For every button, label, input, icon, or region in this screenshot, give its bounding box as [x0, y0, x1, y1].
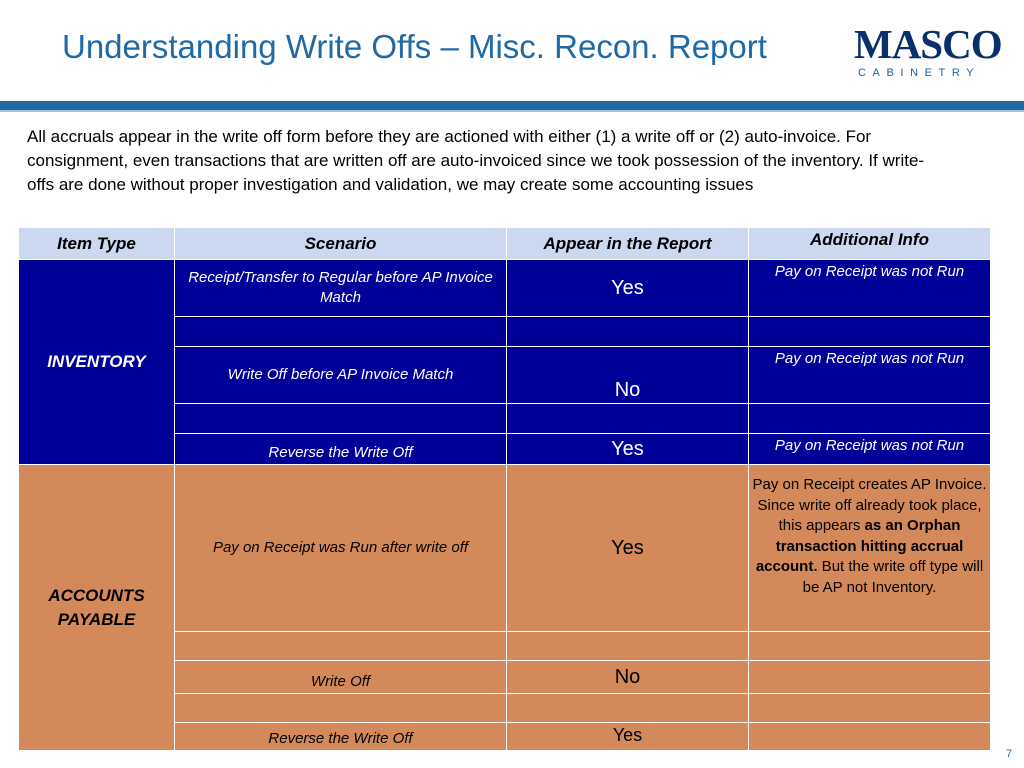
info-text: But the write off type will be AP not Inventory. — [802, 558, 984, 596]
scenario-cell: Reverse the Write Off — [175, 723, 507, 751]
info-cell: Pay on Receipt was not Run — [749, 347, 991, 404]
info-cell — [749, 661, 991, 694]
empty-cell — [507, 404, 749, 434]
empty-cell — [175, 404, 507, 434]
empty-cell — [175, 317, 507, 347]
info-text: Pay on Receipt creates AP Invoice. Since write off already took place, this appears — [752, 476, 987, 534]
empty-cell — [749, 317, 991, 347]
appear-cell: No — [507, 347, 749, 404]
empty-cell — [175, 694, 507, 723]
header-rule — [0, 101, 1024, 112]
scenario-cell: Receipt/Transfer to Regular before AP Invoice Match — [175, 260, 507, 317]
item-type-accounts-payable: ACCOUNTS PAYABLE — [19, 465, 175, 751]
intro-paragraph: All accruals appear in the write off form before they are actioned with either (1) a write off or (2) auto-invoice. For consignment, even transactions that are written off are auto-invoiced since we took possession of the inventory. If write-offs are done without proper investigation and validation, we may create some accounting issues — [27, 127, 925, 194]
appear-cell: Yes — [507, 434, 749, 465]
scenario-cell: Pay on Receipt was Run after write off — [175, 465, 507, 632]
scenario-cell: Write Off — [175, 661, 507, 694]
write-off-table — [18, 227, 991, 751]
header-appear: Appear in the Report — [507, 228, 749, 260]
header-scenario: Scenario — [175, 228, 507, 260]
scenario-cell: Reverse the Write Off — [175, 434, 507, 465]
empty-cell — [749, 694, 991, 723]
appear-cell: Yes — [507, 260, 749, 317]
header-additional-info: Additional Info — [749, 228, 991, 260]
appear-cell: Yes — [507, 465, 749, 632]
info-cell: Pay on Receipt was not Run — [749, 260, 991, 317]
logo-sub-text: CABINETRY — [858, 67, 981, 79]
table-row — [19, 465, 991, 632]
info-cell — [749, 723, 991, 751]
appear-cell: Yes — [507, 723, 749, 751]
page-number: 7 — [1006, 748, 1013, 760]
item-type-inventory: INVENTORY — [19, 260, 175, 465]
info-cell: Pay on Receipt was not Run — [749, 434, 991, 465]
logo-main-text: MASCO — [854, 21, 1002, 67]
empty-cell — [507, 694, 749, 723]
empty-cell — [749, 632, 991, 661]
empty-cell — [175, 632, 507, 661]
table-row — [19, 260, 991, 317]
info-bold-text: as an Orphan transaction hitting accrual account. — [755, 517, 964, 575]
table-header-row — [19, 228, 991, 260]
header-item-type: Item Type — [19, 228, 175, 260]
empty-cell — [507, 317, 749, 347]
info-cell — [749, 465, 991, 632]
masco-cabinetry-logo — [852, 22, 1002, 82]
scenario-cell: Write Off before AP Invoice Match — [175, 347, 507, 404]
empty-cell — [749, 404, 991, 434]
appear-cell: No — [507, 661, 749, 694]
page-title: Understanding Write Offs – Misc. Recon. Report — [62, 28, 767, 65]
empty-cell — [507, 632, 749, 661]
